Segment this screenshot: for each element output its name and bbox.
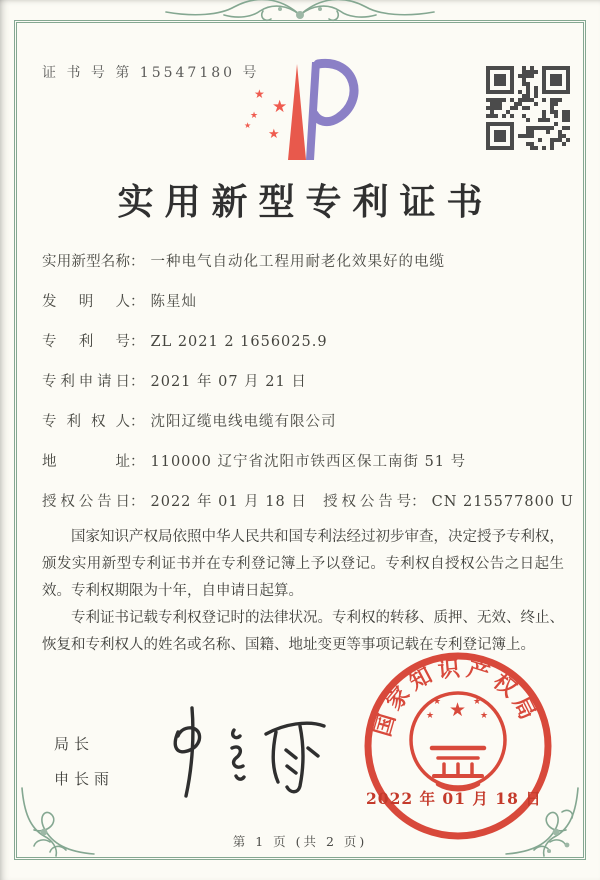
svg-text:国家知识产权局 [370,655,543,739]
field-patentee: 专利权人： 沈阳辽缆电线电缆有限公司 [42,402,574,442]
field-label: 授权公告号 [323,494,412,510]
field-value: 110000 辽宁省沈阳市铁西区保工南街 51 号 [150,454,467,470]
field-grant-date-and-number: 授权公告日： 2022 年 01 月 18 日 授权公告号： CN 215577800 U [42,482,574,522]
legal-text [42,524,564,659]
field-value: CN 215577800 U [431,494,574,510]
field-value: 2022 年 01 月 18 日 [150,494,307,510]
field-patent-number: 专利号： ZL 2021 2 1656025.9 [42,322,574,362]
field-filing-date: 专利申请日： 2021 年 07 月 21 日 [42,362,574,402]
field-inventor: 发明人： 陈星灿 [42,282,574,322]
field-value: 一种电气自动化工程用耐老化效果好的电缆 [150,254,445,270]
legal-paragraph-2: 专利证书记载专利权登记时的法律状况。专利权的转移、质押、无效、终止、恢复和专利权人的姓名或名称、国籍、地址变更等事项记载在专利登记簿上。 [42,610,564,653]
cnipa-logo-icon [236,58,370,164]
certificate-fields [42,242,574,522]
field-label: 专利权人 [42,414,130,430]
certificate-number: 证 书 号 第 15547180 号 [42,65,260,81]
svg-text:★: ★ [426,711,435,721]
svg-text:★: ★ [272,97,288,117]
svg-text:★: ★ [433,697,442,707]
svg-text:★: ★ [449,699,467,721]
seal-ring-text: 国家知识产权局 [369,655,543,740]
svg-text:★: ★ [473,697,482,707]
signoff-name: 申长雨 [54,770,115,788]
top-border-ornament-icon [160,0,440,27]
signoff-block [54,733,114,789]
field-label: 地址 [42,454,130,470]
signoff-title: 局长 [54,735,95,753]
qr-code [486,66,570,150]
field-label: 实用新型名称 [42,254,130,270]
svg-text:★: ★ [268,127,280,142]
official-seal-icon [358,646,558,846]
svg-text:★: ★ [254,87,265,101]
page-number: 第 1 页 (共 2 页) [232,834,368,849]
field-label: 专利申请日 [42,374,130,390]
field-value: 陈星灿 [150,294,197,310]
field-label: 授权公告日 [42,494,130,510]
director-signature-icon [148,700,338,805]
field-address: 地址： 110000 辽宁省沈阳市铁西区保工南街 51 号 [42,442,574,482]
field-value: 沈阳辽缆电线电缆有限公司 [150,414,337,430]
certificate-title: 实用新型专利证书 [117,181,494,223]
field-label: 发明人 [42,294,130,310]
svg-text:★: ★ [250,111,259,121]
seal-date: 2022 年 01 月 18 日 [366,789,542,808]
field-label: 专利号 [42,334,130,350]
field-value: ZL 2021 2 1656025.9 [150,334,328,350]
field-value: 2021 年 07 月 21 日 [150,374,307,390]
legal-paragraph-1: 国家知识产权局依照中华人民共和国专利法经过初步审查，决定授予专利权，颁发实用新型专利证书并在专利登记簿上予以登记。专利权自授权公告之日起生效。专利权期限为十年，自申请日起算。 [42,529,564,599]
svg-text:★: ★ [244,121,252,130]
svg-text:★: ★ [480,711,489,721]
field-utility-model-name: 实用新型名称： 一种电气自动化工程用耐老化效果好的电缆 [42,242,574,282]
